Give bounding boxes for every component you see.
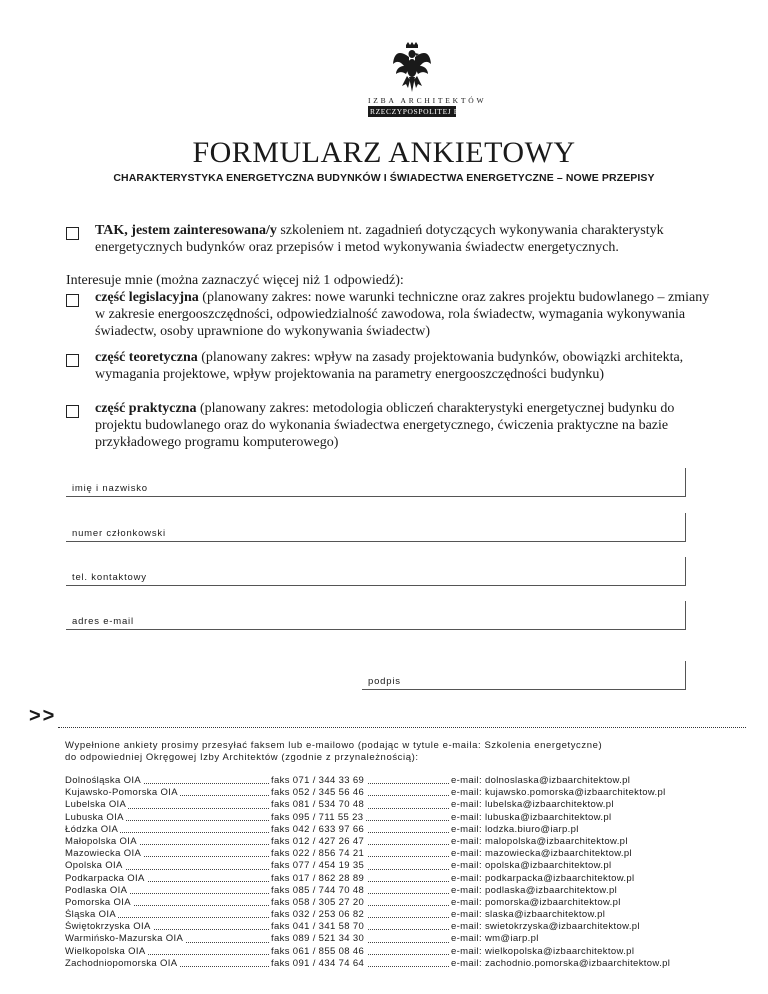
list-item (65, 873, 711, 885)
option-legislative-text (95, 289, 715, 340)
chamber-fax (271, 775, 451, 787)
list-item (65, 933, 711, 945)
chamber-name-text: Podlaska OIA (65, 884, 128, 896)
chamber-email[interactable]: e-mail: pomorska@izbaarchitektow.pl (451, 896, 621, 908)
chamber-fax-text: faks 022 / 856 74 21 (271, 848, 367, 859)
chamber-name (65, 897, 271, 909)
chamber-name (65, 909, 271, 921)
cut-line-divider (58, 727, 746, 728)
chamber-name (65, 885, 271, 897)
chamber-email[interactable]: e-mail: lodzka.biuro@iarp.pl (451, 823, 579, 835)
instructions (65, 740, 602, 764)
chamber-fax (271, 958, 451, 970)
option-theoretical-checkbox[interactable] (66, 354, 79, 367)
form-subtitle: CHARAKTERYSTYKA ENERGETYCZNA BUDYNKÓW I ŚWIADECTWA ENERGETYCZNE – NOWE PRZEPISY (113, 172, 655, 184)
chamber-fax-text: faks 089 / 521 34 30 (271, 933, 367, 944)
chamber-fax (271, 885, 451, 897)
chamber-name (65, 921, 271, 933)
chamber-email[interactable]: e-mail: podkarpacka@izbaarchitektow.pl (451, 872, 635, 884)
member-number-label: numer członkowski (72, 528, 166, 539)
chamber-fax-text: faks 061 / 855 08 46 (271, 946, 367, 957)
chamber-fax (271, 897, 451, 909)
chamber-fax (271, 812, 451, 824)
eagle-emblem-icon (392, 42, 432, 94)
list-item (65, 824, 711, 836)
list-item (65, 836, 711, 848)
phone-field[interactable] (66, 557, 686, 586)
list-item (65, 897, 711, 909)
chamber-email[interactable]: e-mail: dolnoslaska@izbaarchitektow.pl (451, 775, 631, 786)
chamber-fax-text: faks 052 / 345 56 46 (271, 787, 367, 798)
consent-text-rest: szkoleniem nt. zagadnień dotyczących wykonywania charakterystyk energetycznych budynków oraz przepisów i metod wykonywania świadectw energetycznych. (95, 223, 664, 255)
chamber-fax (271, 848, 451, 860)
chamber-fax-text: faks 017 / 862 28 89 (271, 873, 367, 884)
option-legislative-checkbox[interactable] (66, 294, 79, 307)
chamber-fax-text: faks 012 / 427 26 47 (271, 836, 367, 847)
chamber-name-text: Pomorska OIA (65, 896, 131, 908)
chamber-email[interactable]: e-mail: lubuska@izbaarchitektow.pl (451, 811, 612, 823)
chamber-email[interactable]: e-mail: opolska@izbaarchitektow.pl (451, 860, 612, 872)
chamber-name-text: Podkarpacka OIA (65, 872, 145, 884)
signature-label: podpis (368, 676, 401, 687)
option-theoretical-label: część teoretyczna (95, 350, 198, 365)
instructions-line-2: do odpowiedniej Okręgowej Izby Architektów (zgodnie z przynależnością): (65, 752, 419, 763)
chamber-fax-text: faks 091 / 434 74 64 (271, 958, 367, 969)
logo-line-2: RZECZYPOSPOLITEJ POLSKIEJ (370, 107, 493, 116)
name-field[interactable] (66, 468, 686, 497)
chamber-email[interactable]: e-mail: wielkopolska@izbaarchitektow.pl (451, 945, 635, 957)
chamber-name-text: Mazowiecka OIA (65, 848, 142, 860)
chamber-fax (271, 909, 451, 921)
chamber-email[interactable]: e-mail: lubelska@izbaarchitektow.pl (451, 799, 614, 811)
chamber-fax-text: faks 077 / 454 19 35 (271, 860, 367, 871)
chamber-fax-text: faks 095 / 711 55 23 (271, 812, 366, 823)
option-legislative-desc: (planowany zakres: nowe warunki techniczne oraz zakres projektu budowlanego – zmiany w zakresie energooszczędności, odpowiedzialność zawodowa, rola świadectw, wymagania wykonywania świadectw, osoby uprawnione do wykonywania świadectw) (95, 290, 710, 339)
chamber-name (65, 848, 271, 860)
chamber-fax-text: faks 085 / 744 70 48 (271, 885, 367, 896)
chamber-name (65, 812, 271, 824)
chamber-name-text: Warmińsko-Mazurska OIA (65, 933, 184, 945)
chamber-fax-text: faks 071 / 344 33 69 (271, 775, 367, 786)
chamber-email[interactable]: e-mail: wm@iarp.pl (451, 933, 539, 945)
chamber-fax (271, 824, 451, 836)
chamber-email[interactable]: e-mail: zachodnio.pomorska@izbaarchitektow.pl (451, 957, 671, 969)
list-item (65, 812, 711, 824)
chamber-email[interactable]: e-mail: podlaska@izbaarchitektow.pl (451, 884, 618, 896)
list-item (65, 958, 711, 970)
double-arrow-icon: >> (29, 705, 57, 727)
chamber-fax (271, 860, 451, 872)
chamber-name-text: Zachodniopomorska OIA (65, 957, 178, 969)
chamber-name-text: Wielkopolska OIA (65, 945, 146, 957)
chamber-fax (271, 946, 451, 958)
chamber-name (65, 836, 271, 848)
instructions-line-1: Wypełnione ankiety prosimy przesyłać faksem lub e-mailowo (podając w tytule e-maila: Szkolenia energetyczne) (65, 740, 603, 751)
interest-intro: Interesuje mnie (można zaznaczyć więcej niż 1 odpowiedź): (66, 273, 404, 288)
chamber-fax-text: faks 042 / 633 97 66 (271, 824, 367, 835)
consent-text (95, 222, 715, 256)
list-item (65, 921, 711, 933)
list-item (65, 885, 711, 897)
form-title: FORMULARZ ANKIETOWY (192, 136, 576, 169)
chamber-name-text: Świętokrzyska OIA (65, 921, 151, 933)
chamber-fax-text: faks 081 / 534 70 48 (271, 799, 367, 810)
chamber-name (65, 873, 271, 885)
member-number-field[interactable] (66, 513, 686, 542)
chamber-name-text: Śląska OIA (65, 909, 117, 921)
list-item (65, 787, 711, 799)
phone-field-label: tel. kontaktowy (72, 572, 147, 583)
chamber-fax (271, 787, 451, 799)
signature-field[interactable] (362, 661, 686, 690)
chamber-name (65, 933, 271, 945)
chamber-name-text: Małopolska OIA (65, 835, 137, 847)
chamber-name-text: Kujawsko-Pomorska OIA (65, 787, 178, 799)
option-practical-label: część praktyczna (95, 401, 197, 416)
chamber-name (65, 775, 271, 787)
chamber-fax-text: faks 032 / 253 06 82 (271, 909, 367, 920)
chamber-name (65, 799, 271, 811)
list-item (65, 799, 711, 811)
chamber-fax (271, 799, 451, 811)
email-field[interactable] (66, 601, 686, 630)
chamber-email[interactable]: e-mail: kujawsko.pomorska@izbaarchitektow.pl (451, 787, 666, 799)
chamber-fax-text: faks 058 / 305 27 20 (271, 897, 367, 908)
chamber-name-text: Dolnośląska OIA (65, 775, 142, 786)
chamber-fax (271, 836, 451, 848)
chamber-email[interactable]: e-mail: malopolska@izbaarchitektow.pl (451, 835, 628, 847)
logo-line-1: IZBA ARCHITEKTÓW (368, 96, 487, 105)
chamber-name (65, 946, 271, 958)
chamber-name-text: Opolska OIA (65, 860, 123, 872)
option-practical-checkbox[interactable] (66, 405, 79, 418)
email-field-label: adres e-mail (72, 616, 134, 627)
list-item (65, 848, 711, 860)
name-field-label: imię i nazwisko (72, 483, 148, 494)
option-theoretical-desc: (planowany zakres: wpływ na zasady projektowania budynków, obowiązki architekta, wymagania projektowe, wpływ projektowania na parametry energooszczędności budynku) (95, 350, 684, 382)
list-item (65, 946, 711, 958)
organization-logo (368, 42, 493, 117)
chamber-fax-text: faks 041 / 341 58 70 (271, 921, 367, 932)
chamber-name-text: Lubelska OIA (65, 799, 127, 811)
list-item (65, 860, 711, 872)
chamber-name (65, 787, 271, 799)
chamber-name (65, 824, 271, 836)
chamber-fax (271, 921, 451, 933)
option-practical-text (95, 400, 695, 451)
option-theoretical-text (95, 349, 715, 383)
chamber-name-text: Łódzka OIA (65, 823, 119, 835)
chamber-name (65, 958, 271, 970)
chamber-fax (271, 873, 451, 885)
option-practical-desc: (planowany zakres: metodologia obliczeń charakterystyki energetycznej budynku do projektu budowlanego oraz do wykonania świadectwa energetycznego, ćwiczenia praktyczne na bazie przykładowego programu komputerowego) (95, 401, 675, 450)
list-item (65, 909, 711, 921)
chamber-name (65, 860, 271, 872)
chamber-email[interactable]: e-mail: mazowiecka@izbaarchitektow.pl (451, 848, 632, 860)
consent-checkbox[interactable] (66, 227, 79, 240)
chamber-email[interactable]: e-mail: slaska@izbaarchitektow.pl (451, 909, 606, 921)
chamber-name-text: Lubuska OIA (65, 811, 124, 823)
chamber-email[interactable]: e-mail: swietokrzyska@izbaarchitektow.pl (451, 921, 640, 933)
option-legislative-label: część legislacyjna (95, 290, 199, 305)
chamber-fax (271, 933, 451, 945)
list-item (65, 775, 711, 787)
chambers-list (65, 775, 711, 970)
consent-text-bold: TAK, jestem zainteresowana/y (95, 223, 277, 238)
